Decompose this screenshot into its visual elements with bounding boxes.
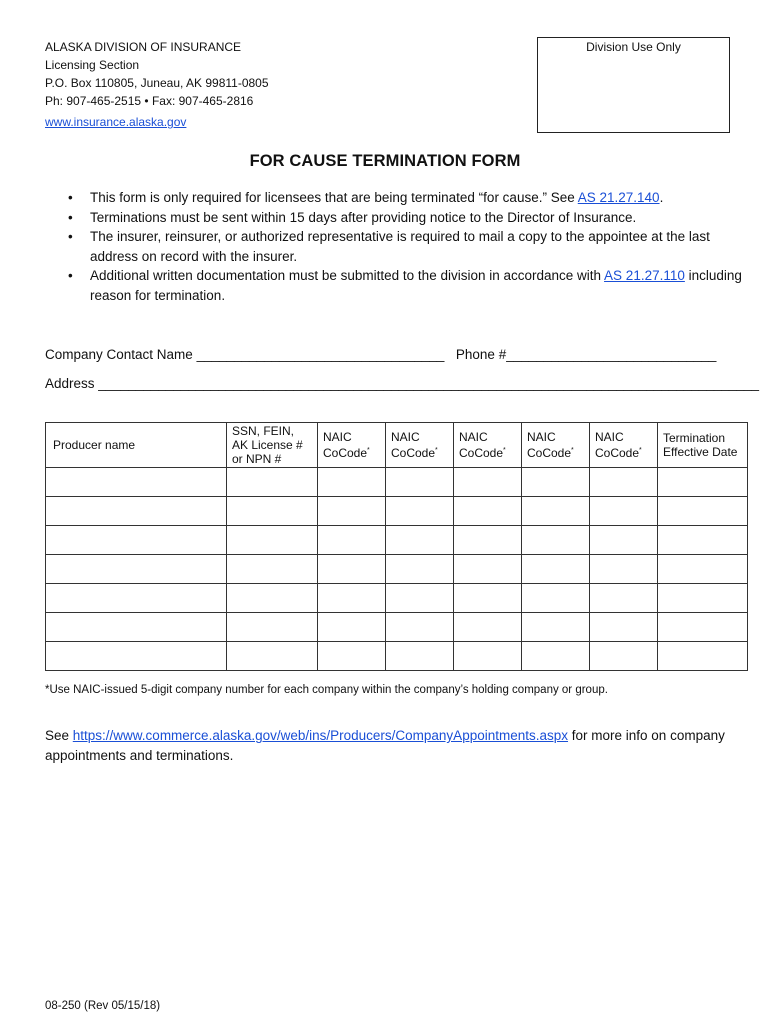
bullet-icon: • [68,209,73,225]
table-header-row [46,423,748,468]
statute-link-21-27-110[interactable]: AS 21.27.110 [604,268,685,283]
table-cell-input[interactable] [318,613,386,642]
form-number: 08-250 (Rev 05/15/18) [45,1000,161,1012]
bullet-icon: • [68,268,73,283]
table-row [46,555,748,584]
table-cell-input[interactable] [227,613,318,642]
table-cell-input[interactable] [386,555,454,584]
table-cell-input[interactable] [386,526,454,555]
table-row [46,526,748,555]
table-cell-input[interactable] [227,526,318,555]
table-cell-input[interactable] [658,613,748,642]
form-title: FOR CAUSE TERMINATION FORM [249,152,521,170]
table-cell-input[interactable] [590,613,658,642]
agency-address: P.O. Box 110805, Juneau, AK 99811-0805 [45,76,269,90]
table-cell-input[interactable] [227,468,318,497]
table-cell-input[interactable] [454,468,522,497]
address-row [45,376,759,391]
producer-table [45,422,748,671]
division-use-label: Division Use Only [586,40,681,54]
more-info-paragraph: See https://www.commerce.alaska.gov/web/ins/Producers/CompanyAppointments.aspx for more info on company appointments and terminations. [45,728,725,763]
table-cell-input[interactable] [522,613,590,642]
header-naic-cocode: NAIC CoCode* [318,423,386,468]
contact-name-field[interactable]: _________________________________ [196,347,445,362]
header-naic-cocode: NAIC CoCode* [454,423,522,468]
instructions-list [62,188,752,305]
bullet-icon: • [68,229,73,244]
table-cell-input[interactable] [227,555,318,584]
table-cell-input[interactable] [46,584,227,613]
company-appointments-link[interactable]: https://www.commerce.alaska.gov/web/ins/Producers/CompanyAppointments.aspx [72,728,569,743]
header-naic-cocode: NAIC CoCode* [386,423,454,468]
producer-table-body [46,468,748,671]
table-row [46,468,748,497]
table-cell-input[interactable] [658,468,748,497]
table-cell-input[interactable] [46,468,227,497]
table-cell-input[interactable] [227,497,318,526]
phone-field[interactable]: ____________________________ [506,347,717,362]
table-cell-input[interactable] [590,468,658,497]
table-cell-input[interactable] [522,526,590,555]
table-cell-input[interactable] [46,497,227,526]
phone-label: Phone # [455,347,507,362]
address-label: Address [45,376,95,391]
instruction-item: • The insurer, reinsurer, or authorized representative is required to mail a copy to the appointee at the last address on record with the insurer. [68,229,710,264]
table-cell-input[interactable] [46,526,227,555]
instruction-item: • This form is only required for licensees that are being terminated “for cause.” See AS 21.27.140. [62,188,752,208]
table-cell-input[interactable] [658,526,748,555]
instruction-item: • Terminations must be sent within 15 days after providing notice to the Director of Insurance. [62,208,752,228]
header-naic-cocode: NAIC CoCode* [522,423,590,468]
table-cell-input[interactable] [318,555,386,584]
table-cell-input[interactable] [454,584,522,613]
footnote: *Use NAIC-issued 5-digit company number for each company within the company’s holding company or group. [45,684,608,696]
table-row [46,613,748,642]
table-cell-input[interactable] [46,642,227,671]
table-cell-input[interactable] [522,555,590,584]
table-cell-input[interactable] [227,584,318,613]
table-row [46,584,748,613]
table-cell-input[interactable] [454,555,522,584]
agency-phone-fax: Ph: 907-465-2515 • Fax: 907-465-2816 [45,94,254,108]
instruction-item: • Additional written documentation must be submitted to the division in accordance with AS 21.27.110 including reason for termination. [68,268,742,303]
table-cell-input[interactable] [522,497,590,526]
table-row [46,642,748,671]
table-cell-input[interactable] [386,497,454,526]
header-license-id: SSN, FEIN, AK License # or NPN # [227,423,318,468]
contact-row [45,347,716,362]
bullet-icon: • [68,190,73,205]
table-cell-input[interactable] [590,555,658,584]
agency-website-link[interactable]: www.insurance.alaska.gov [45,115,187,129]
table-cell-input[interactable] [318,526,386,555]
table-cell-input[interactable] [590,584,658,613]
table-cell-input[interactable] [590,497,658,526]
table-cell-input[interactable] [454,497,522,526]
table-cell-input[interactable] [318,584,386,613]
table-cell-input[interactable] [658,497,748,526]
table-cell-input[interactable] [386,613,454,642]
table-cell-input[interactable] [318,497,386,526]
table-cell-input[interactable] [658,642,748,671]
header-termination-date: Termination Effective Date [658,423,748,468]
table-cell-input[interactable] [522,642,590,671]
header-naic-cocode: NAIC CoCode* [590,423,658,468]
table-cell-input[interactable] [590,642,658,671]
contact-name-label: Company Contact Name [45,347,193,362]
table-cell-input[interactable] [454,642,522,671]
table-cell-input[interactable] [658,555,748,584]
table-cell-input[interactable] [386,468,454,497]
agency-name: ALASKA DIVISION OF INSURANCE [45,40,242,54]
table-cell-input[interactable] [590,526,658,555]
table-cell-input[interactable] [46,613,227,642]
table-cell-input[interactable] [318,468,386,497]
agency-section: Licensing Section [45,58,140,72]
table-cell-input[interactable] [658,584,748,613]
table-cell-input[interactable] [454,526,522,555]
table-row [46,497,748,526]
table-cell-input[interactable] [522,584,590,613]
table-cell-input[interactable] [318,642,386,671]
agency-header [45,38,269,131]
table-cell-input[interactable] [386,584,454,613]
statute-link-21-27-140[interactable]: AS 21.27.140 [577,190,660,205]
header-producer-name: Producer name [46,423,227,468]
division-use-box [537,37,730,133]
table-cell-input[interactable] [46,555,227,584]
table-cell-input[interactable] [522,468,590,497]
address-field[interactable]: ________________________________________________________________________________________ [98,376,760,391]
table-cell-input[interactable] [386,642,454,671]
table-cell-input[interactable] [454,613,522,642]
table-cell-input[interactable] [227,642,318,671]
